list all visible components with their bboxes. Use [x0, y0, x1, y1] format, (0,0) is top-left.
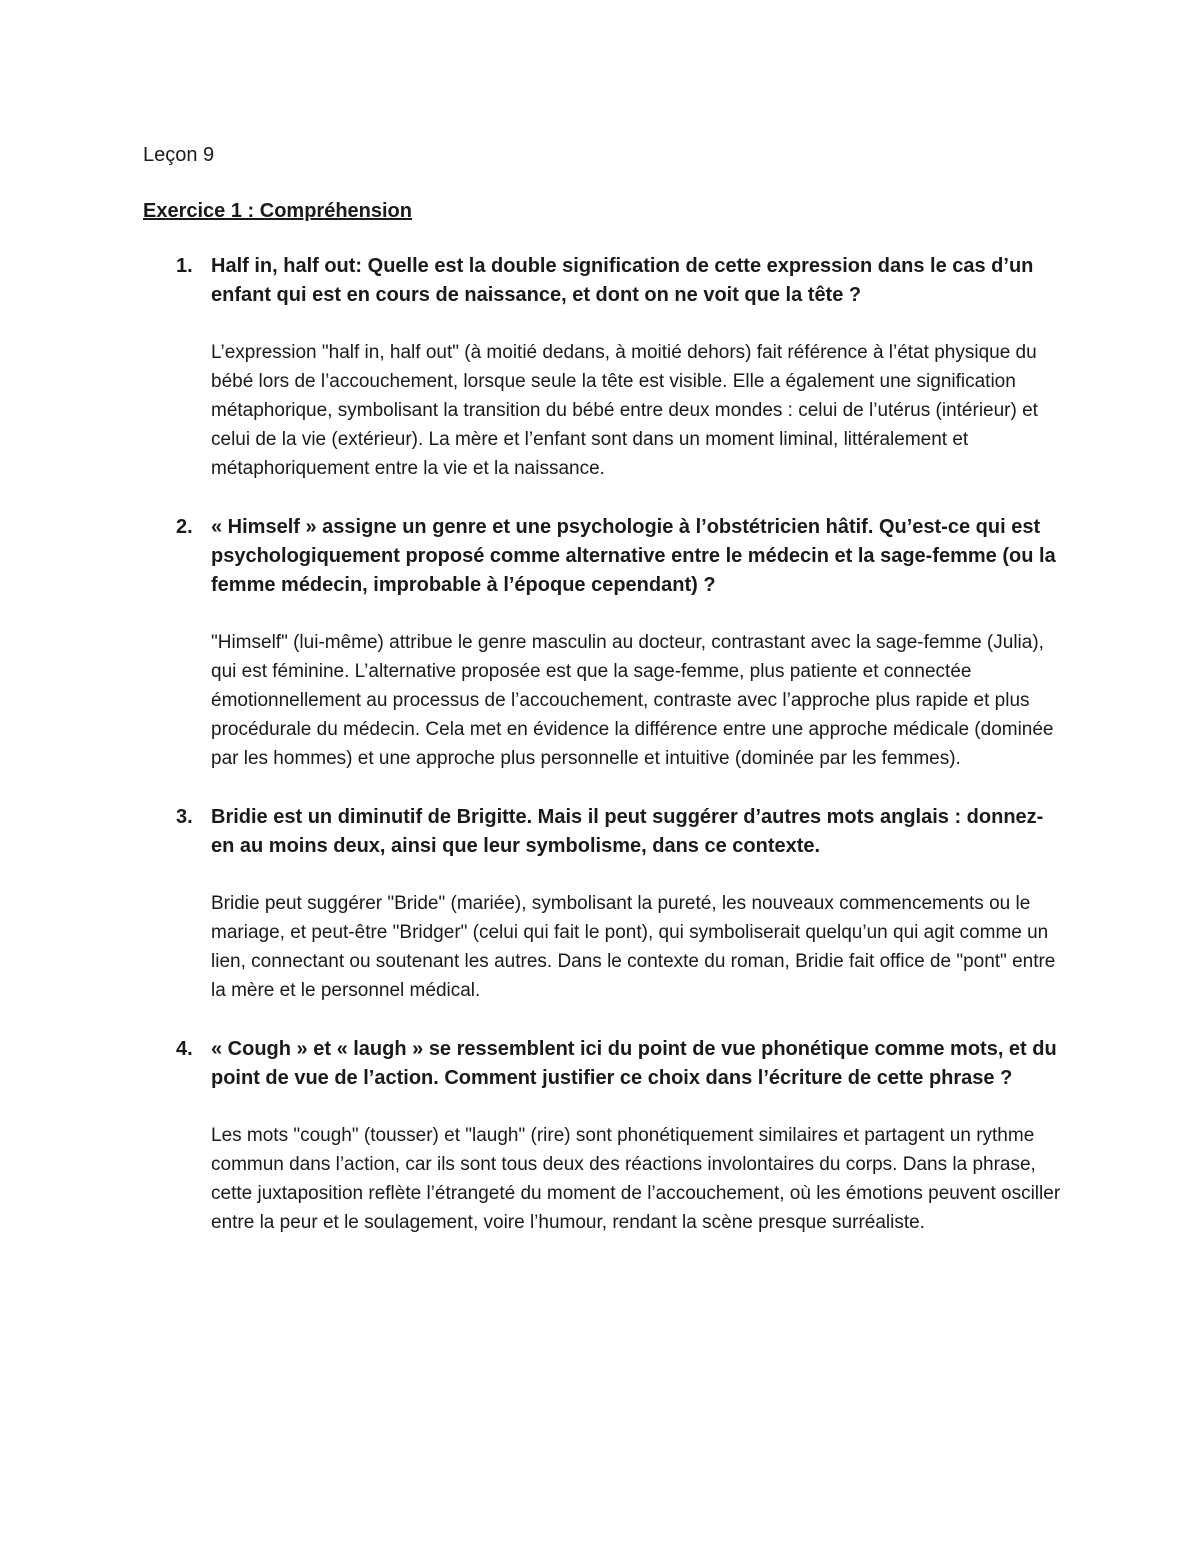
question-text: Half in, half out: Quelle est la double signification de cette expression dans le cas d’un enfant qui est en cours de naissance, et dont on ne voit que la tête ?: [211, 255, 1034, 306]
question-number: 4.: [176, 1038, 193, 1060]
question-item-2: [143, 513, 1063, 773]
question-item-3: [143, 803, 1063, 1005]
question-number: 2.: [176, 516, 193, 538]
question-text: « Cough » et « laugh » se ressemblent ici du point de vue phonétique comme mots, et du point de vue de l’action. Comment justifier ce choix dans l’écriture de cette phrase ?: [211, 1038, 1057, 1089]
question-text: Bridie est un diminutif de Brigitte. Mais il peut suggérer d’autres mots anglais : donnez-en au moins deux, ainsi que leur symbolisme, dans ce contexte.: [211, 806, 1044, 857]
question-item-1: [143, 252, 1063, 483]
answer-text: Les mots "cough" (tousser) et "laugh" (rire) sont phonétiquement similaires et partagent un rythme commun dans l’action, car ils sont tous deux des réactions involontaires du corps. Dans la phrase, cette juxtaposition reflète l’étrangeté du moment de l’accouchement, où les émotions peuvent osciller entre la peur et le soulagement, voire l’humour, rendant la scène presque surréaliste.: [211, 1125, 1061, 1233]
document-page: [143, 140, 1063, 1267]
lesson-title: Leçon 9: [143, 144, 215, 166]
question-text: « Himself » assigne un genre et une psychologie à l’obstétricien hâtif. Qu’est-ce qui est psychologiquement proposé comme alternative entre le médecin et la sage-femme (ou la femme médecin, improbable à l’époque cependant) ?: [211, 516, 1056, 596]
question-list: [143, 252, 1063, 1237]
answer-text: "Himself" (lui-même) attribue le genre masculin au docteur, contrastant avec la sage-femme (Julia), qui est féminine. L’alternative proposée est que la sage-femme, plus patiente et connectée émotionnellement au processus de l’accouchement, contraste avec l’approche plus rapide et plus procédurale du médecin. Cela met en évidence la différence entre une approche médicale (dominée par les hommes) et une approche plus personnelle et intuitive (dominée par les femmes).: [211, 632, 1054, 769]
answer-text: Bridie peut suggérer "Bride" (mariée), symbolisant la pureté, les nouveaux commencements ou le mariage, et peut-être "Bridger" (celui qui fait le pont), qui symboliserait quelqu’un qui agit comme un lien, connectant ou soutenant les autres. Dans le contexte du roman, Bridie fait office de "pont" entre la mère et le personnel médical.: [211, 893, 1056, 1001]
question-number: 1.: [176, 255, 193, 277]
answer-text: L’expression "half in, half out" (à moitié dedans, à moitié dehors) fait référence à l’état physique du bébé lors de l’accouchement, lorsque seule la tête est visible. Elle a également une signification métaphorique, symbolisant la transition du bébé entre deux mondes : celui de l’utérus (intérieur) et celui de la vie (extérieur). La mère et l’enfant sont dans un moment liminal, littéralement et métaphoriquement entre la vie et la naissance.: [211, 342, 1038, 479]
question-item-4: [143, 1035, 1063, 1237]
question-number: 3.: [176, 806, 193, 828]
exercise-title: Exercice 1 : Compréhension: [143, 200, 412, 222]
